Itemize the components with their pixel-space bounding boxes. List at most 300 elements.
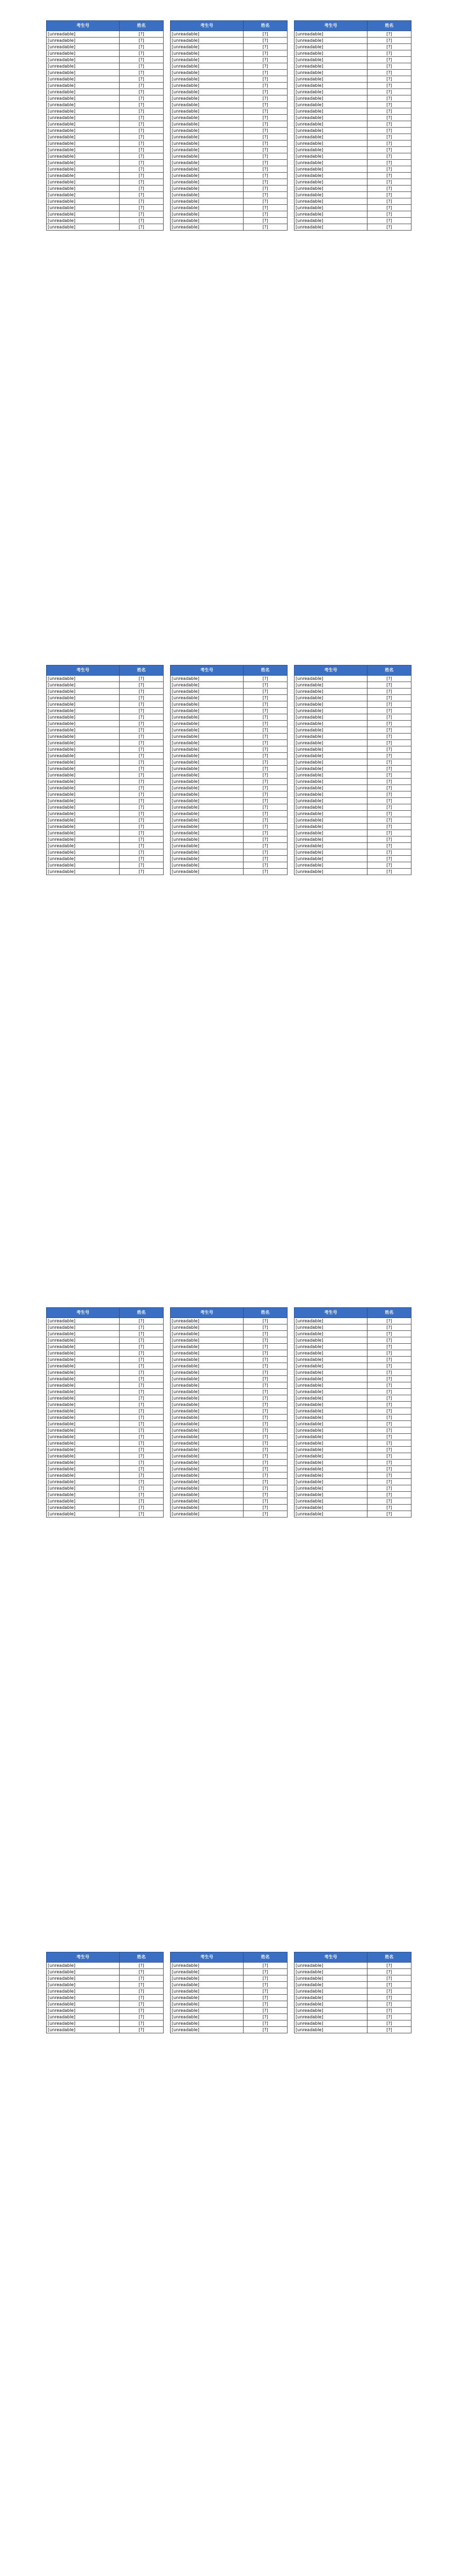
table-row — [295, 1460, 411, 1466]
exam-id-cell: [unreadable] — [171, 843, 244, 849]
table-row — [171, 2014, 288, 2020]
table-row — [47, 211, 164, 218]
name-cell: [?] — [120, 1363, 164, 1370]
exam-id-cell: [unreadable] — [295, 798, 367, 804]
exam-id-cell: [unreadable] — [47, 746, 120, 753]
exam-id-cell: [unreadable] — [295, 1318, 367, 1324]
exam-id-cell: [unreadable] — [171, 192, 244, 198]
table-row — [47, 1421, 164, 1427]
table-row — [295, 708, 411, 714]
table-row — [171, 766, 288, 772]
table-row — [47, 186, 164, 192]
name-cell: [?] — [120, 1344, 164, 1350]
name-cell: [?] — [367, 837, 411, 843]
exam-id-cell: [unreadable] — [171, 1505, 244, 1511]
exam-id-cell: [unreadable] — [171, 1344, 244, 1350]
table-row — [171, 2001, 288, 2008]
name-cell: [?] — [120, 1434, 164, 1440]
name-cell: [?] — [367, 166, 411, 173]
name-cell: [?] — [120, 1988, 164, 1995]
header-name: 姓名 — [244, 21, 288, 31]
name-cell: [?] — [367, 89, 411, 95]
exam-id-cell: [unreadable] — [295, 1988, 367, 1995]
exam-id-cell: [unreadable] — [295, 1447, 367, 1453]
name-cell: [?] — [120, 779, 164, 785]
table-row — [47, 38, 164, 44]
exam-id-cell: [unreadable] — [47, 121, 120, 128]
name-cell: [?] — [367, 218, 411, 224]
name-cell: [?] — [367, 128, 411, 134]
name-cell: [?] — [244, 102, 288, 108]
exam-id-cell: [unreadable] — [47, 1357, 120, 1363]
table-row — [295, 1453, 411, 1460]
table-row — [171, 746, 288, 753]
name-cell: [?] — [120, 676, 164, 682]
roster-table — [46, 1952, 164, 2033]
name-cell: [?] — [244, 1337, 288, 1344]
header-exam-id: 考生号 — [171, 665, 244, 676]
table-row — [47, 1350, 164, 1357]
table-row — [171, 1421, 288, 1427]
exam-id-cell: [unreadable] — [295, 1440, 367, 1447]
table-row — [295, 734, 411, 740]
name-cell: [?] — [367, 1389, 411, 1395]
name-cell: [?] — [244, 70, 288, 76]
table-row — [295, 862, 411, 869]
table-row — [47, 811, 164, 817]
exam-id-cell: [unreadable] — [47, 70, 120, 76]
exam-id-cell: [unreadable] — [171, 121, 244, 128]
table-row — [47, 1402, 164, 1408]
table-row — [47, 102, 164, 108]
exam-id-cell: [unreadable] — [295, 714, 367, 721]
roster-table — [46, 665, 164, 875]
name-cell: [?] — [120, 31, 164, 38]
exam-id-cell: [unreadable] — [47, 766, 120, 772]
exam-id-cell: [unreadable] — [295, 44, 367, 50]
name-cell: [?] — [367, 1963, 411, 1969]
table-row — [171, 166, 288, 173]
name-cell: [?] — [244, 2020, 288, 2027]
exam-id-cell: [unreadable] — [47, 817, 120, 824]
table-row — [171, 1370, 288, 1376]
name-cell: [?] — [244, 791, 288, 798]
name-cell: [?] — [244, 1427, 288, 1434]
table-row — [47, 772, 164, 779]
name-cell: [?] — [120, 1421, 164, 1427]
roster-table — [170, 20, 288, 231]
name-cell: [?] — [367, 798, 411, 804]
exam-id-cell: [unreadable] — [47, 689, 120, 695]
exam-id-cell: [unreadable] — [171, 1492, 244, 1498]
roster-table — [46, 1307, 164, 1518]
name-cell: [?] — [367, 701, 411, 708]
table-row — [171, 1376, 288, 1382]
exam-id-cell: [unreadable] — [295, 2014, 367, 2020]
table-row — [295, 63, 411, 70]
exam-id-cell: [unreadable] — [295, 1498, 367, 1505]
name-cell: [?] — [367, 682, 411, 689]
name-cell: [?] — [244, 1505, 288, 1511]
name-cell: [?] — [244, 1479, 288, 1485]
name-cell: [?] — [367, 1995, 411, 2001]
exam-id-cell: [unreadable] — [171, 714, 244, 721]
exam-id-cell: [unreadable] — [295, 2008, 367, 2014]
exam-id-cell: [unreadable] — [47, 1421, 120, 1427]
exam-id-cell: [unreadable] — [295, 224, 367, 231]
exam-id-cell: [unreadable] — [47, 1331, 120, 1337]
exam-id-cell: [unreadable] — [171, 1969, 244, 1975]
exam-id-cell: [unreadable] — [47, 211, 120, 218]
name-cell: [?] — [367, 1395, 411, 1402]
exam-id-cell: [unreadable] — [295, 1331, 367, 1337]
exam-id-cell: [unreadable] — [171, 1415, 244, 1421]
name-cell: [?] — [120, 140, 164, 147]
exam-id-cell: [unreadable] — [295, 766, 367, 772]
table-row — [171, 1408, 288, 1415]
name-cell: [?] — [244, 38, 288, 44]
exam-id-cell: [unreadable] — [295, 1511, 367, 1518]
exam-id-cell: [unreadable] — [295, 128, 367, 134]
name-cell: [?] — [120, 1318, 164, 1324]
exam-id-cell: [unreadable] — [171, 1479, 244, 1485]
table-row — [171, 44, 288, 50]
table-row — [295, 804, 411, 811]
header-name: 姓名 — [244, 1308, 288, 1318]
table-row — [47, 83, 164, 89]
table-row — [171, 1453, 288, 1460]
name-cell: [?] — [120, 108, 164, 115]
exam-id-cell: [unreadable] — [47, 115, 120, 121]
table-row — [171, 1440, 288, 1447]
name-cell: [?] — [367, 76, 411, 83]
name-cell: [?] — [367, 2008, 411, 2014]
exam-id-cell: [unreadable] — [295, 843, 367, 849]
exam-id-cell: [unreadable] — [171, 1402, 244, 1408]
table-row — [295, 224, 411, 231]
table-row — [47, 153, 164, 160]
name-cell: [?] — [120, 1982, 164, 1988]
name-cell: [?] — [120, 63, 164, 70]
name-cell: [?] — [120, 1402, 164, 1408]
table-row — [47, 1498, 164, 1505]
table-row — [295, 1434, 411, 1440]
exam-id-cell: [unreadable] — [47, 160, 120, 166]
name-cell: [?] — [244, 785, 288, 791]
table-row — [47, 147, 164, 153]
name-cell: [?] — [367, 211, 411, 218]
table-row — [47, 166, 164, 173]
name-cell: [?] — [120, 192, 164, 198]
exam-id-cell: [unreadable] — [295, 682, 367, 689]
exam-id-cell: [unreadable] — [295, 76, 367, 83]
name-cell: [?] — [367, 1318, 411, 1324]
table-row — [295, 1466, 411, 1472]
table-row — [295, 779, 411, 785]
table-row — [171, 753, 288, 759]
table-row — [47, 1479, 164, 1485]
name-cell: [?] — [120, 811, 164, 817]
table-row — [47, 115, 164, 121]
table-row — [47, 714, 164, 721]
table-row — [47, 1988, 164, 1995]
name-cell: [?] — [120, 1408, 164, 1415]
name-cell: [?] — [367, 779, 411, 785]
exam-id-cell: [unreadable] — [295, 1453, 367, 1460]
table-row — [47, 134, 164, 140]
exam-id-cell: [unreadable] — [47, 740, 120, 746]
name-cell: [?] — [367, 1415, 411, 1421]
table-row — [171, 95, 288, 102]
table-row — [171, 83, 288, 89]
name-cell: [?] — [244, 153, 288, 160]
table-row — [47, 1318, 164, 1324]
exam-id-cell: [unreadable] — [295, 785, 367, 791]
table-row — [47, 837, 164, 843]
name-cell: [?] — [120, 1505, 164, 1511]
table-grid — [46, 665, 411, 875]
name-cell: [?] — [367, 824, 411, 830]
name-cell: [?] — [244, 714, 288, 721]
exam-id-cell: [unreadable] — [295, 746, 367, 753]
table-row — [295, 727, 411, 734]
name-cell: [?] — [367, 1485, 411, 1492]
table-row — [295, 173, 411, 179]
table-row — [295, 44, 411, 50]
header-row — [47, 1308, 164, 1318]
name-cell: [?] — [367, 849, 411, 856]
table-row — [171, 1460, 288, 1466]
exam-id-cell: [unreadable] — [171, 727, 244, 734]
table-row — [171, 856, 288, 862]
table-row — [295, 108, 411, 115]
name-cell: [?] — [244, 83, 288, 89]
table-row — [47, 44, 164, 50]
name-cell: [?] — [120, 57, 164, 63]
table-row — [295, 1421, 411, 1427]
name-cell: [?] — [367, 1421, 411, 1427]
exam-id-cell: [unreadable] — [47, 862, 120, 869]
table-row — [295, 218, 411, 224]
table-row — [171, 772, 288, 779]
table-row — [47, 1395, 164, 1402]
table-row — [295, 95, 411, 102]
table-row — [295, 1447, 411, 1453]
table-row — [171, 824, 288, 830]
table-row — [171, 2027, 288, 2033]
exam-id-cell: [unreadable] — [295, 1389, 367, 1395]
name-cell: [?] — [120, 1395, 164, 1402]
table-row — [47, 2001, 164, 2008]
table-row — [295, 1498, 411, 1505]
name-cell: [?] — [244, 1395, 288, 1402]
exam-id-cell: [unreadable] — [295, 102, 367, 108]
name-cell: [?] — [244, 1982, 288, 1988]
table-row — [295, 721, 411, 727]
name-cell: [?] — [367, 734, 411, 740]
name-cell: [?] — [367, 721, 411, 727]
exam-id-cell: [unreadable] — [47, 1324, 120, 1331]
name-cell: [?] — [367, 676, 411, 682]
table-row — [171, 849, 288, 856]
exam-id-cell: [unreadable] — [295, 759, 367, 766]
exam-id-cell: [unreadable] — [295, 160, 367, 166]
table-row — [295, 1427, 411, 1434]
table-row — [295, 746, 411, 753]
name-cell: [?] — [244, 734, 288, 740]
table-row — [171, 1472, 288, 1479]
name-cell: [?] — [120, 843, 164, 849]
exam-id-cell: [unreadable] — [171, 862, 244, 869]
table-row — [47, 689, 164, 695]
exam-id-cell: [unreadable] — [295, 1324, 367, 1331]
name-cell: [?] — [120, 1389, 164, 1395]
exam-id-cell: [unreadable] — [47, 1344, 120, 1350]
table-row — [295, 179, 411, 186]
exam-id-cell: [unreadable] — [171, 115, 244, 121]
table-row — [295, 83, 411, 89]
exam-id-cell: [unreadable] — [171, 695, 244, 701]
table-row — [295, 50, 411, 57]
name-cell: [?] — [120, 1485, 164, 1492]
exam-id-cell: [unreadable] — [295, 192, 367, 198]
table-row — [295, 856, 411, 862]
exam-id-cell: [unreadable] — [171, 837, 244, 843]
name-cell: [?] — [244, 1350, 288, 1357]
name-cell: [?] — [120, 44, 164, 50]
exam-id-cell: [unreadable] — [295, 1382, 367, 1389]
exam-id-cell: [unreadable] — [171, 1363, 244, 1370]
name-cell: [?] — [244, 1344, 288, 1350]
exam-id-cell: [unreadable] — [47, 89, 120, 95]
table-row — [47, 76, 164, 83]
name-cell: [?] — [367, 147, 411, 153]
table-row — [295, 714, 411, 721]
name-cell: [?] — [244, 1376, 288, 1382]
exam-id-cell: [unreadable] — [47, 734, 120, 740]
name-cell: [?] — [244, 837, 288, 843]
exam-id-cell: [unreadable] — [171, 2014, 244, 2020]
table-row — [47, 856, 164, 862]
name-cell: [?] — [120, 856, 164, 862]
exam-id-cell: [unreadable] — [171, 746, 244, 753]
table-row — [47, 869, 164, 875]
table-row — [171, 76, 288, 83]
table-row — [171, 147, 288, 153]
exam-id-cell: [unreadable] — [171, 740, 244, 746]
header-exam-id: 考生号 — [295, 1308, 367, 1318]
table-row — [295, 1350, 411, 1357]
name-cell: [?] — [244, 218, 288, 224]
name-cell: [?] — [120, 1969, 164, 1975]
exam-id-cell: [unreadable] — [295, 1982, 367, 1988]
header-name: 姓名 — [367, 665, 411, 676]
table-row — [295, 811, 411, 817]
exam-id-cell: [unreadable] — [171, 1466, 244, 1472]
exam-id-cell: [unreadable] — [47, 856, 120, 862]
header-row — [47, 21, 164, 31]
name-cell: [?] — [120, 2014, 164, 2020]
table-row — [171, 1402, 288, 1408]
exam-id-cell: [unreadable] — [171, 1382, 244, 1389]
name-cell: [?] — [120, 746, 164, 753]
name-cell: [?] — [244, 192, 288, 198]
name-cell: [?] — [244, 759, 288, 766]
table-row — [295, 1485, 411, 1492]
exam-id-cell: [unreadable] — [295, 1505, 367, 1511]
exam-id-cell: [unreadable] — [295, 753, 367, 759]
table-row — [171, 1485, 288, 1492]
exam-id-cell: [unreadable] — [47, 830, 120, 837]
exam-id-cell: [unreadable] — [47, 128, 120, 134]
name-cell: [?] — [367, 134, 411, 140]
table-row — [47, 1331, 164, 1337]
table-row — [47, 1466, 164, 1472]
name-cell: [?] — [367, 1466, 411, 1472]
exam-id-cell: [unreadable] — [47, 1415, 120, 1421]
exam-id-cell: [unreadable] — [295, 1415, 367, 1421]
exam-id-cell: [unreadable] — [171, 1472, 244, 1479]
table-row — [171, 205, 288, 211]
exam-id-cell: [unreadable] — [47, 179, 120, 186]
name-cell: [?] — [244, 128, 288, 134]
name-cell: [?] — [367, 153, 411, 160]
table-row — [171, 198, 288, 205]
table-row — [171, 862, 288, 869]
name-cell: [?] — [367, 1427, 411, 1434]
table-row — [47, 192, 164, 198]
table-row — [47, 95, 164, 102]
table-row — [171, 89, 288, 95]
table-row — [295, 1395, 411, 1402]
table-row — [171, 50, 288, 57]
exam-id-cell: [unreadable] — [47, 785, 120, 791]
exam-id-cell: [unreadable] — [171, 811, 244, 817]
name-cell: [?] — [367, 198, 411, 205]
exam-id-cell: [unreadable] — [171, 1447, 244, 1453]
name-cell: [?] — [244, 121, 288, 128]
exam-id-cell: [unreadable] — [171, 785, 244, 791]
exam-id-cell: [unreadable] — [47, 1466, 120, 1472]
exam-id-cell: [unreadable] — [295, 83, 367, 89]
table-row — [171, 1492, 288, 1498]
header-exam-id: 考生号 — [295, 21, 367, 31]
name-cell: [?] — [244, 31, 288, 38]
exam-id-cell: [unreadable] — [171, 682, 244, 689]
header-row — [171, 1308, 288, 1318]
table-row — [47, 779, 164, 785]
table-row — [47, 682, 164, 689]
exam-id-cell: [unreadable] — [171, 134, 244, 140]
table-row — [47, 1472, 164, 1479]
table-row — [295, 1492, 411, 1498]
table-row — [47, 1975, 164, 1982]
exam-id-cell: [unreadable] — [47, 1453, 120, 1460]
name-cell: [?] — [244, 95, 288, 102]
exam-id-cell: [unreadable] — [171, 830, 244, 837]
name-cell: [?] — [367, 791, 411, 798]
exam-id-cell: [unreadable] — [47, 824, 120, 830]
exam-id-cell: [unreadable] — [171, 856, 244, 862]
name-cell: [?] — [367, 121, 411, 128]
name-cell: [?] — [120, 772, 164, 779]
table-row — [171, 1389, 288, 1395]
exam-id-cell: [unreadable] — [47, 682, 120, 689]
exam-id-cell: [unreadable] — [171, 1440, 244, 1447]
header-exam-id: 考生号 — [47, 1308, 120, 1318]
table-row — [171, 108, 288, 115]
exam-id-cell: [unreadable] — [47, 44, 120, 50]
